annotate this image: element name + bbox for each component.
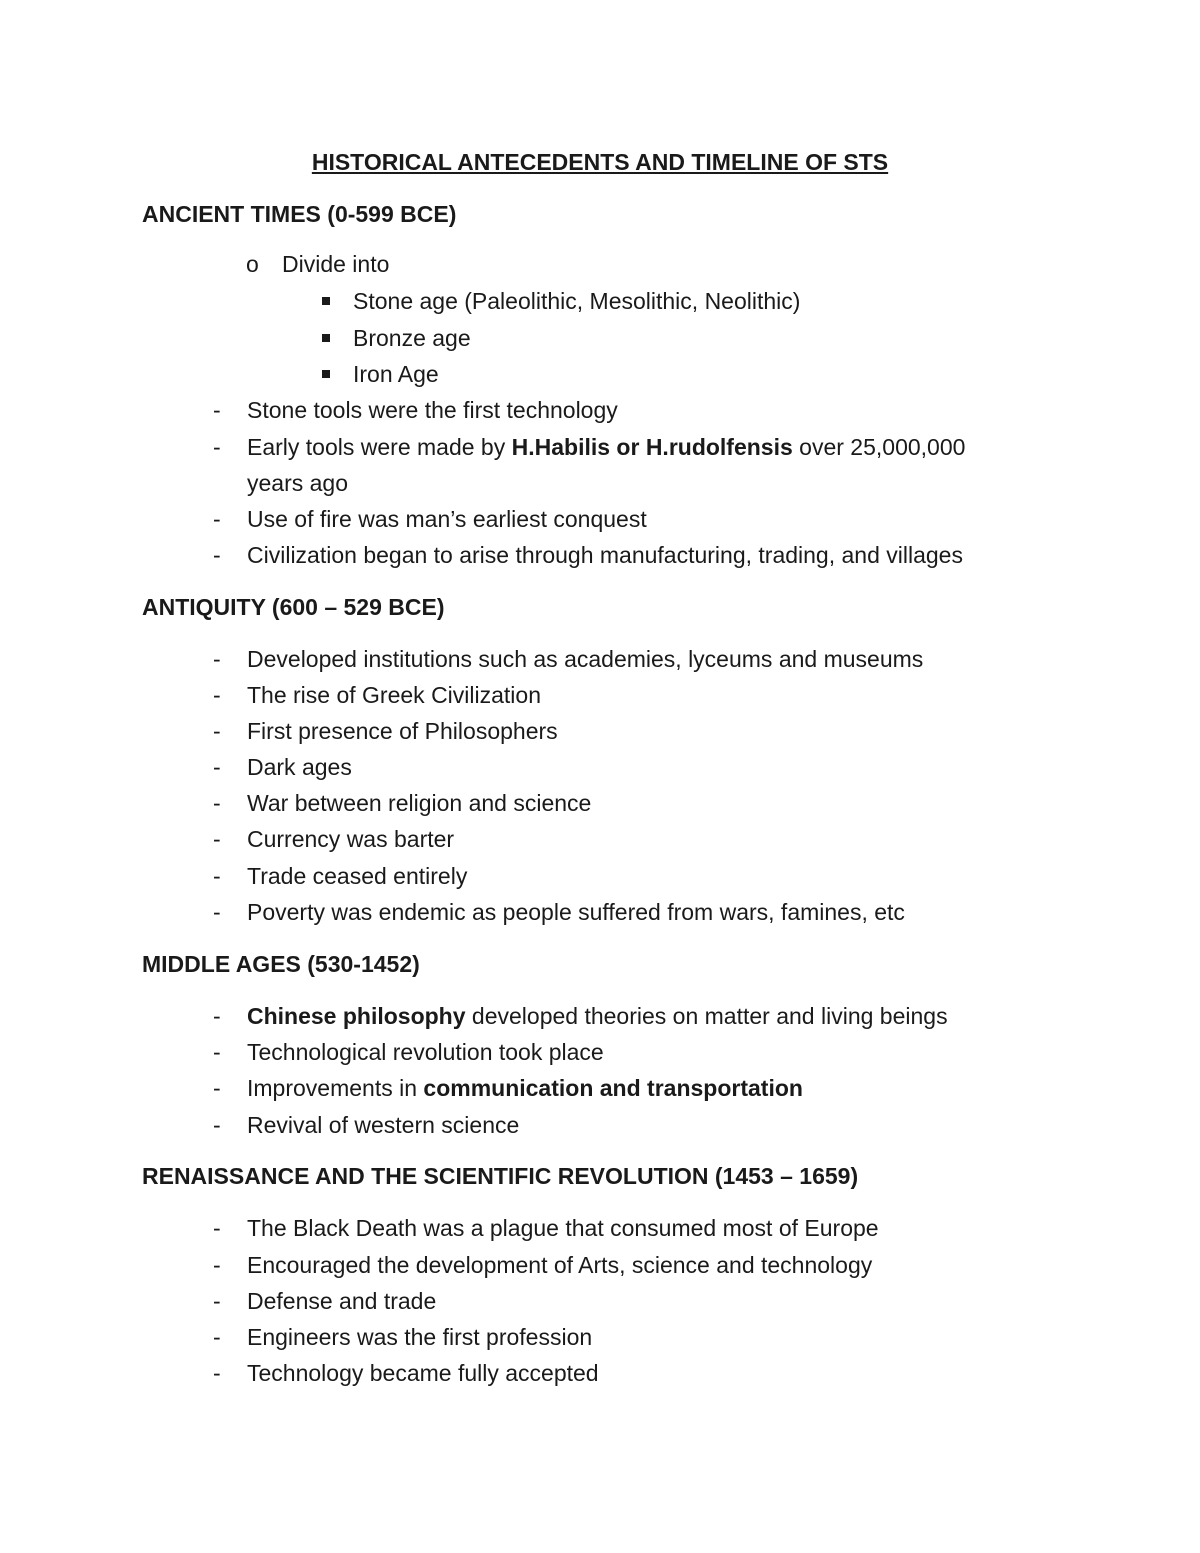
dash-marker: - — [213, 506, 221, 532]
list-item: Dark ages — [247, 754, 352, 780]
list-item: Trade ceased entirely — [247, 863, 468, 889]
document-title: HISTORICAL ANTECEDENTS AND TIMELINE OF STS — [311, 149, 889, 175]
list-item: Divide into — [282, 251, 390, 277]
dash-marker: - — [213, 682, 221, 708]
list-item: Bronze age — [353, 325, 471, 351]
dash-marker: - — [213, 1252, 221, 1278]
list-item: The Black Death was a plague that consumed most of Europe — [247, 1215, 879, 1241]
list-marker-circle: o — [246, 251, 259, 277]
list-item: Stone age (Paleolithic, Mesolithic, Neolithic) — [353, 288, 801, 314]
dash-marker: - — [213, 826, 221, 852]
list-item: Defense and trade — [247, 1288, 437, 1314]
list-item: Technology became fully accepted — [247, 1360, 599, 1386]
list-item: Technological revolution took place — [247, 1039, 604, 1065]
list-item: Chinese philosophy developed theories on matter and living beings — [247, 1003, 948, 1029]
list-item: Developed institutions such as academies, lyceums and museums — [247, 646, 924, 672]
dash-marker: - — [213, 397, 221, 423]
dash-marker: - — [213, 434, 221, 460]
list-item: The rise of Greek Civilization — [247, 682, 541, 708]
dash-marker: - — [213, 1112, 221, 1138]
dash-marker: - — [213, 1324, 221, 1350]
list-item: Stone tools were the first technology — [247, 397, 618, 423]
dash-marker: - — [213, 542, 221, 568]
section-heading-middle-ages: MIDDLE AGES (530-1452) — [142, 951, 420, 977]
section-heading-antiquity: ANTIQUITY (600 – 529 BCE) — [142, 594, 445, 620]
list-item: Encouraged the development of Arts, science and technology — [247, 1252, 873, 1278]
dash-marker: - — [213, 718, 221, 744]
list-item: First presence of Philosophers — [247, 718, 558, 744]
list-item: Civilization began to arise through manufacturing, trading, and villages — [247, 542, 963, 568]
dash-marker: - — [213, 1215, 221, 1241]
dash-marker: - — [213, 790, 221, 816]
dash-marker: - — [213, 1003, 221, 1029]
list-item: Currency was barter — [247, 826, 455, 852]
dash-marker: - — [213, 863, 221, 889]
list-item: Early tools were made by H.Habilis or H.rudolfensis over 25,000,000 — [247, 434, 966, 460]
list-item: Revival of western science — [247, 1112, 520, 1138]
square-bullet-icon — [322, 370, 330, 378]
dash-marker: - — [213, 754, 221, 780]
list-item: War between religion and science — [247, 790, 592, 816]
list-item: Poverty was endemic as people suffered from wars, famines, etc — [247, 899, 905, 925]
dash-marker: - — [213, 1360, 221, 1386]
list-item-continuation: years ago — [247, 470, 349, 496]
square-bullet-icon — [322, 297, 330, 305]
list-item: Improvements in communication and transportation — [247, 1075, 803, 1101]
dash-marker: - — [213, 1288, 221, 1314]
section-heading-ancient: ANCIENT TIMES (0-599 BCE) — [142, 201, 457, 227]
dash-marker: - — [213, 899, 221, 925]
dash-marker: - — [213, 1075, 221, 1101]
list-item: Engineers was the first profession — [247, 1324, 593, 1350]
list-item: Iron Age — [353, 361, 439, 387]
dash-marker: - — [213, 646, 221, 672]
list-item: Use of fire was man’s earliest conquest — [247, 506, 647, 532]
square-bullet-icon — [322, 334, 330, 342]
section-heading-renaissance: RENAISSANCE AND THE SCIENTIFIC REVOLUTION (1453 – 1659) — [142, 1163, 859, 1189]
dash-marker: - — [213, 1039, 221, 1065]
